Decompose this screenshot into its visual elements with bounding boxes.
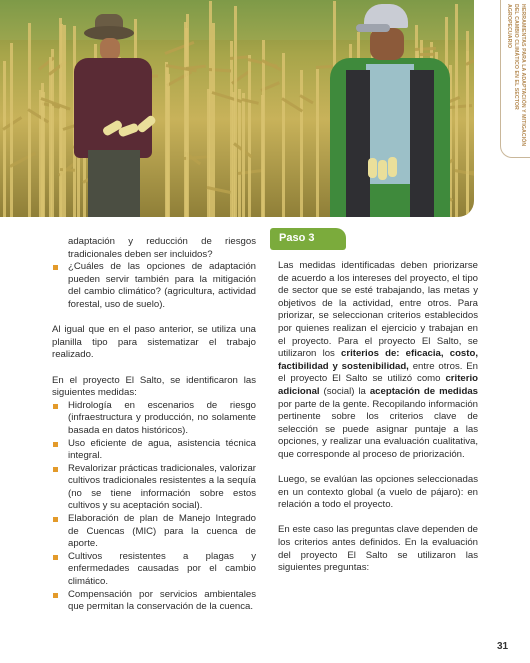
corn-stalk (282, 53, 285, 217)
header-photo (0, 0, 474, 217)
list-item-text: Cultivos resistentes a plagas y enfermedades causadas por el cambio climático. (68, 550, 256, 588)
corn-stalk (262, 40, 265, 217)
corn-stalk (316, 69, 319, 217)
corn-stalk (207, 89, 210, 217)
corn-stalk (186, 14, 189, 217)
list-item-text: Compensación por servicios ambientales que permitan la conservación de la cuenca. (68, 588, 256, 613)
bullet-icon (53, 517, 58, 522)
list-item-text: Revalorizar prácticas tradicionales, valorizar cultivos tradicionales resistentes a la sequía (no se tiene información sobre estos cultivos y su aceptación social). (68, 462, 256, 512)
corn-stalk (28, 23, 31, 217)
right-column (278, 260, 478, 587)
list-item (52, 438, 256, 463)
corn-stalk (3, 61, 6, 217)
paragraph: En el proyecto El Salto, se identificaron las siguientes medidas: (52, 374, 256, 399)
corn-stalk (63, 25, 66, 217)
question-list (52, 261, 256, 311)
paragraph: Al igual que en el paso anterior, se utiliza una planilla tipo para sistematizar el trabajo realizado. (52, 324, 256, 361)
corn-leaf (164, 41, 194, 55)
corn-stalk (466, 31, 469, 217)
text-run: por parte de la gente. Recopilando información pertinente sobre los criterios clave de selección se puede asignar puntaje a las opciones, y realizar una evaluación cualitativa, que corresponde al proceso de priorización. (278, 398, 478, 460)
paragraph: Luego, se evalúan las opciones seleccionadas en un contexto global (a vuelo de pájaro): en relación a todo el proyecto. (278, 474, 478, 511)
bullet-icon (53, 555, 58, 560)
corn-leaf (9, 152, 36, 168)
list-item (52, 400, 256, 438)
list-item-text: Hidrología en escenarios de riesgo (infraestructura y producción, no solamente basada en datos históricos). (68, 399, 256, 436)
bullet-icon (53, 442, 58, 447)
corn-stalk (300, 70, 303, 217)
corn-stalk (234, 6, 237, 217)
step-label: Paso 3 (279, 232, 315, 244)
corn-stalk (49, 57, 52, 217)
text-run: Las medidas identificadas deben priorizarse de acuerdo a los intereses del proyecto, el tipo de sector que se esté trabajando, las metas y objetivos de la actividad, entre otros. Para priorizar, se seleccionan criterios establecidos por quienes realizan el ejercicio y trabajan en el proyecto. Para el proyecto El Salto, se utilizaron los (278, 260, 478, 360)
text-run: entre otros. En el proyecto El Salto se utilizó como (278, 360, 478, 385)
paragraph: En este caso las preguntas clave dependen de los criterios antes definidos. En la evaluación del proyecto El Salto se utilizaron las siguientes preguntas: (278, 524, 478, 574)
corn-stalk (242, 93, 245, 217)
corn-stalk (41, 83, 44, 217)
bold-text: criterio adicional (278, 373, 478, 397)
bullet-icon (53, 404, 58, 409)
list-item-text: Uso eficiente de agua, asistencia técnica integral. (68, 437, 256, 462)
step-tag (270, 228, 346, 250)
bold-text: criterios de: eficacia, costo, factibilidad y sostenibilidad, (278, 348, 478, 372)
measures-list (52, 400, 256, 614)
list-item-text: Elaboración de plan de Manejo Integrado de Cuencas (MIC) para la cuenca de aporte. (68, 513, 256, 550)
corn-stalk (166, 65, 169, 217)
corn-stalk (455, 4, 458, 217)
list-item (52, 513, 256, 551)
list-item (52, 589, 256, 614)
corn-leaf (230, 55, 248, 60)
text-run: (social) la (319, 385, 370, 397)
bullet-icon (53, 593, 58, 598)
bullet-icon (53, 467, 58, 472)
continued-text: adaptación y reducción de riesgos tradicionales deben ser incluidos? (68, 236, 256, 260)
left-column (52, 236, 256, 614)
list-item-text: ¿Cuáles de las opciones de adaptación pueden servir también para la mitigación del cambio climático? (agricultura, actividad forestal, uso de suelo). (68, 261, 256, 310)
bullet-icon (53, 265, 58, 270)
paragraph (278, 260, 478, 462)
list-item (52, 463, 256, 513)
list-item (52, 551, 256, 589)
list-item (52, 261, 256, 311)
corn-stalk (10, 43, 13, 217)
corn-stalk (238, 89, 241, 217)
corn-stalk (248, 55, 251, 217)
page-number: 31 (497, 641, 509, 652)
bold-text: aceptación de medidas (369, 385, 478, 397)
side-tab-text: HERRAMIENTAS PARA LA ADAPTACIÓN Y MITIGACIÓN DEL CAMBIO CLIMÁTICO EN EL SECTOR AGROPECUARIO (506, 4, 526, 147)
